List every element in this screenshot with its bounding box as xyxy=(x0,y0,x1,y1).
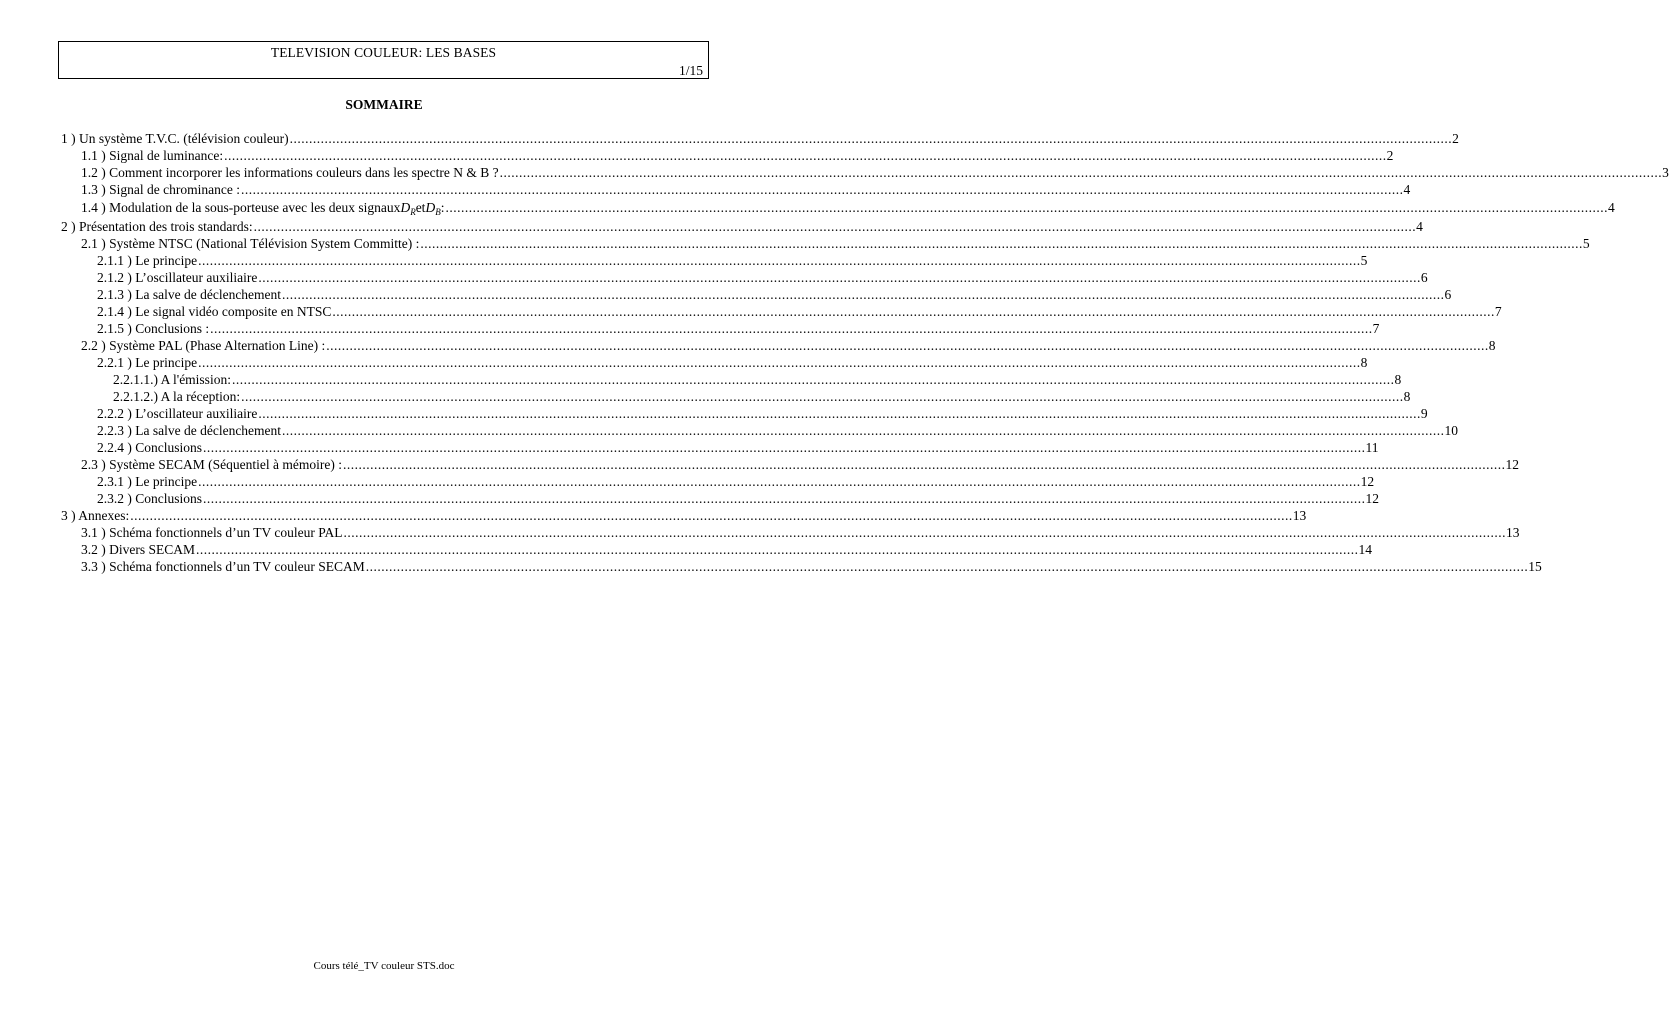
toc-dot-leader: ............................................................................................................................................................................................................................................................................................................ xyxy=(198,253,1361,268)
toc-entry[interactable] xyxy=(81,541,1372,558)
toc-entry[interactable] xyxy=(97,320,1380,337)
toc-entry-page: 15 xyxy=(1528,559,1542,574)
toc-entry-title: 2.1.5 ) Conclusions : xyxy=(97,321,210,336)
toc-dot-leader: ............................................................................................................................................................................................................................................................................................................ xyxy=(499,165,1663,180)
toc-entry[interactable] xyxy=(97,473,1375,490)
toc-dot-leader: ............................................................................................................................................................................................................................................................................................................ xyxy=(258,406,1421,421)
toc-entry-title: 2.2 ) Système PAL (Phase Alternation Line) : xyxy=(81,338,326,353)
toc-entry-page: 7 xyxy=(1494,304,1502,319)
toc-dot-leader: ............................................................................................................................................................................................................................................................................................................ xyxy=(326,338,1489,353)
toc-entry-page: 5 xyxy=(1582,236,1590,251)
toc-entry-page: 8 xyxy=(1403,389,1411,404)
toc-dot-leader: ............................................................................................................................................................................................................................................................................................................ xyxy=(130,508,1293,523)
toc-dot-leader: ............................................................................................................................................................................................................................................................................................................ xyxy=(332,304,1495,319)
page-number: 1/15 xyxy=(678,63,703,78)
toc-entry-page: 10 xyxy=(1444,423,1459,438)
toc-entry[interactable] xyxy=(97,490,1380,507)
toc-entry-title: 2.1.4 ) Le signal vidéo composite en NTSC xyxy=(97,304,332,319)
toc-entry[interactable] xyxy=(81,164,1669,181)
toc-entry[interactable] xyxy=(81,337,1496,354)
toc-entry-title: 2.2.4 ) Conclusions xyxy=(97,440,203,455)
toc-entry[interactable] xyxy=(81,558,1542,575)
toc-entry-page: 13 xyxy=(1292,508,1307,523)
toc-entry[interactable] xyxy=(97,286,1452,303)
sommaire-heading: SOMMAIRE xyxy=(345,97,423,112)
toc-entry-page: 2 xyxy=(1386,148,1394,163)
toc-entry-page: 14 xyxy=(1358,542,1372,557)
toc-entry-title: 2.2.1 ) Le principe xyxy=(97,355,198,370)
toc-entry-page: 8 xyxy=(1360,355,1368,370)
toc-dot-leader: ............................................................................................................................................................................................................................................................................................................ xyxy=(343,525,1506,540)
toc-entry[interactable] xyxy=(97,303,1502,320)
toc-entry-page: 8 xyxy=(1488,338,1496,353)
toc-entry-page: 5 xyxy=(1360,253,1368,268)
toc-entry-title: 2.1.2 ) L’oscillateur auxiliaire xyxy=(97,270,258,285)
toc-dot-leader: ............................................................................................................................................................................................................................................................................................................ xyxy=(258,270,1421,285)
toc-dot-leader: ............................................................................................................................................................................................................................................................................................................ xyxy=(198,355,1361,370)
toc-entry-title: 2.3.2 ) Conclusions xyxy=(97,491,203,506)
toc-entry[interactable] xyxy=(97,405,1428,422)
toc-entry[interactable] xyxy=(61,218,1423,235)
toc-entry[interactable] xyxy=(81,235,1590,252)
toc-entry[interactable] xyxy=(113,371,1402,388)
toc-dot-leader: ............................................................................................................................................................................................................................................................................................................ xyxy=(210,321,1373,336)
toc-entry[interactable] xyxy=(113,388,1411,405)
document-title: TELEVISION COULEUR: LES BASES xyxy=(270,45,497,60)
toc-dot-leader: ............................................................................................................................................................................................................................................................................................................ xyxy=(282,423,1445,438)
toc-dot-leader: ............................................................................................................................................................................................................................................................................................................ xyxy=(289,131,1453,146)
toc-entry-title: 3.2 ) Divers SECAM xyxy=(81,542,195,557)
toc-entry[interactable] xyxy=(97,354,1368,371)
toc-entry-title: 2.3 ) Système SECAM (Séquentiel à mémoire) : xyxy=(81,457,342,472)
toc-entry[interactable] xyxy=(97,269,1428,286)
toc-entry-page: 6 xyxy=(1444,287,1452,302)
toc-entry-title: 2 ) Présentation des trois standards: xyxy=(61,219,253,234)
toc-entry-title: 3.3 ) Schéma fonctionnels d’un TV couleur SECAM xyxy=(81,559,365,574)
toc-math-s: B xyxy=(435,207,441,217)
toc-entry-title: 2.2.1.1.) A l'émission: xyxy=(113,372,231,387)
toc-entry-title: 2.2.2 ) L’oscillateur auxiliaire xyxy=(97,406,258,421)
toc-entry[interactable] xyxy=(97,422,1459,439)
toc-math-tail: : xyxy=(440,200,445,215)
header-box xyxy=(58,41,709,79)
toc-entry-page: 13 xyxy=(1505,525,1520,540)
toc-dot-leader: ............................................................................................................................................................................................................................................................................................................ xyxy=(224,148,1387,163)
toc-entry-page: 9 xyxy=(1420,406,1428,421)
toc-entry-page: 4 xyxy=(1416,219,1423,234)
toc-entry-page: 4 xyxy=(1607,200,1615,215)
toc-entry-page: 2 xyxy=(1452,131,1459,146)
toc-entry[interactable] xyxy=(81,524,1520,541)
toc-entry-title: 1.1 ) Signal de luminance: xyxy=(81,148,224,163)
toc-dot-leader: ............................................................................................................................................................................................................................................................................................................ xyxy=(203,491,1366,506)
toc-entry-title: 1 ) Un système T.V.C. (télévision couleur) xyxy=(61,131,289,146)
toc-entry[interactable] xyxy=(81,456,1519,473)
toc-entry[interactable] xyxy=(81,181,1411,198)
toc-dot-leader: ............................................................................................................................................................................................................................................................................................................ xyxy=(231,372,1395,387)
toc-dot-leader: ............................................................................................................................................................................................................................................................................................................ xyxy=(198,474,1361,489)
toc-entry-title: 2.1.1 ) Le principe xyxy=(97,253,198,268)
toc-entry[interactable] xyxy=(81,199,1615,217)
toc-entry-title: 3 ) Annexes: xyxy=(61,508,130,523)
toc-entry-page: 8 xyxy=(1394,372,1402,387)
toc-dot-leader: ............................................................................................................................................................................................................................................................................................................ xyxy=(241,389,1404,404)
toc-entry-page: 7 xyxy=(1372,321,1380,336)
toc-entry-page: 3 xyxy=(1662,165,1669,180)
toc-entry-title: 2.2.3 ) La salve de déclenchement xyxy=(97,423,282,438)
toc-dot-leader: ............................................................................................................................................................................................................................................................................................................ xyxy=(282,287,1445,302)
toc-entry-title: 1.2 ) Comment incorporer les informations couleurs dans les spectre N & B ? xyxy=(81,165,499,180)
toc-entry-page: 12 xyxy=(1505,457,1519,472)
toc-dot-leader: ............................................................................................................................................................................................................................................................................................................ xyxy=(203,440,1366,455)
toc-dot-leader: ............................................................................................................................................................................................................................................................................................................ xyxy=(365,559,1529,574)
toc-entry[interactable] xyxy=(97,252,1368,269)
toc-math-mid: et xyxy=(415,200,426,215)
toc-entry-title: 1.3 ) Signal de chrominance : xyxy=(81,182,240,197)
toc-entry[interactable] xyxy=(97,439,1379,456)
toc-entry[interactable] xyxy=(61,130,1459,147)
footer-filename: Cours télé_TV couleur STS.doc xyxy=(313,960,455,972)
toc-entry[interactable] xyxy=(61,507,1307,524)
toc-dot-leader: ............................................................................................................................................................................................................................................................................................................ xyxy=(342,457,1506,472)
toc-entry-page: 4 xyxy=(1403,182,1411,197)
toc-entry-title: 3.1 ) Schéma fonctionnels d’un TV couleur PAL xyxy=(81,525,343,540)
toc-entry-page: 12 xyxy=(1365,491,1380,506)
toc-entry[interactable] xyxy=(81,147,1394,164)
toc-dot-leader: ............................................................................................................................................................................................................................................................................................................ xyxy=(445,200,1608,215)
toc-entry-page: 6 xyxy=(1420,270,1428,285)
toc-entry-title: 2.1.3 ) La salve de déclenchement xyxy=(97,287,282,302)
toc-dot-leader: ............................................................................................................................................................................................................................................................................................................ xyxy=(196,542,1359,557)
toc-entry-title: 2.3.1 ) Le principe xyxy=(97,474,198,489)
toc-entry-title: 2.1 ) Système NTSC (National Télévision System Committe) : xyxy=(81,236,420,251)
toc-dot-leader: ............................................................................................................................................................................................................................................................................................................ xyxy=(420,236,1583,251)
toc-dot-leader: ............................................................................................................................................................................................................................................................................................................ xyxy=(253,219,1417,234)
toc-math-d: D xyxy=(425,200,436,215)
toc-entry-title: 1.4 ) Modulation de la sous-porteuse avec les deux signaux xyxy=(81,200,401,215)
toc-entry-title: 2.2.1.2.) A la réception: xyxy=(113,389,241,404)
toc-math-d: D xyxy=(400,200,411,215)
toc-dot-leader: ............................................................................................................................................................................................................................................................................................................ xyxy=(240,182,1404,197)
toc-entry-page: 12 xyxy=(1360,474,1375,489)
toc-entry-page: 11 xyxy=(1365,440,1379,455)
toc-math-s: R xyxy=(410,207,416,217)
